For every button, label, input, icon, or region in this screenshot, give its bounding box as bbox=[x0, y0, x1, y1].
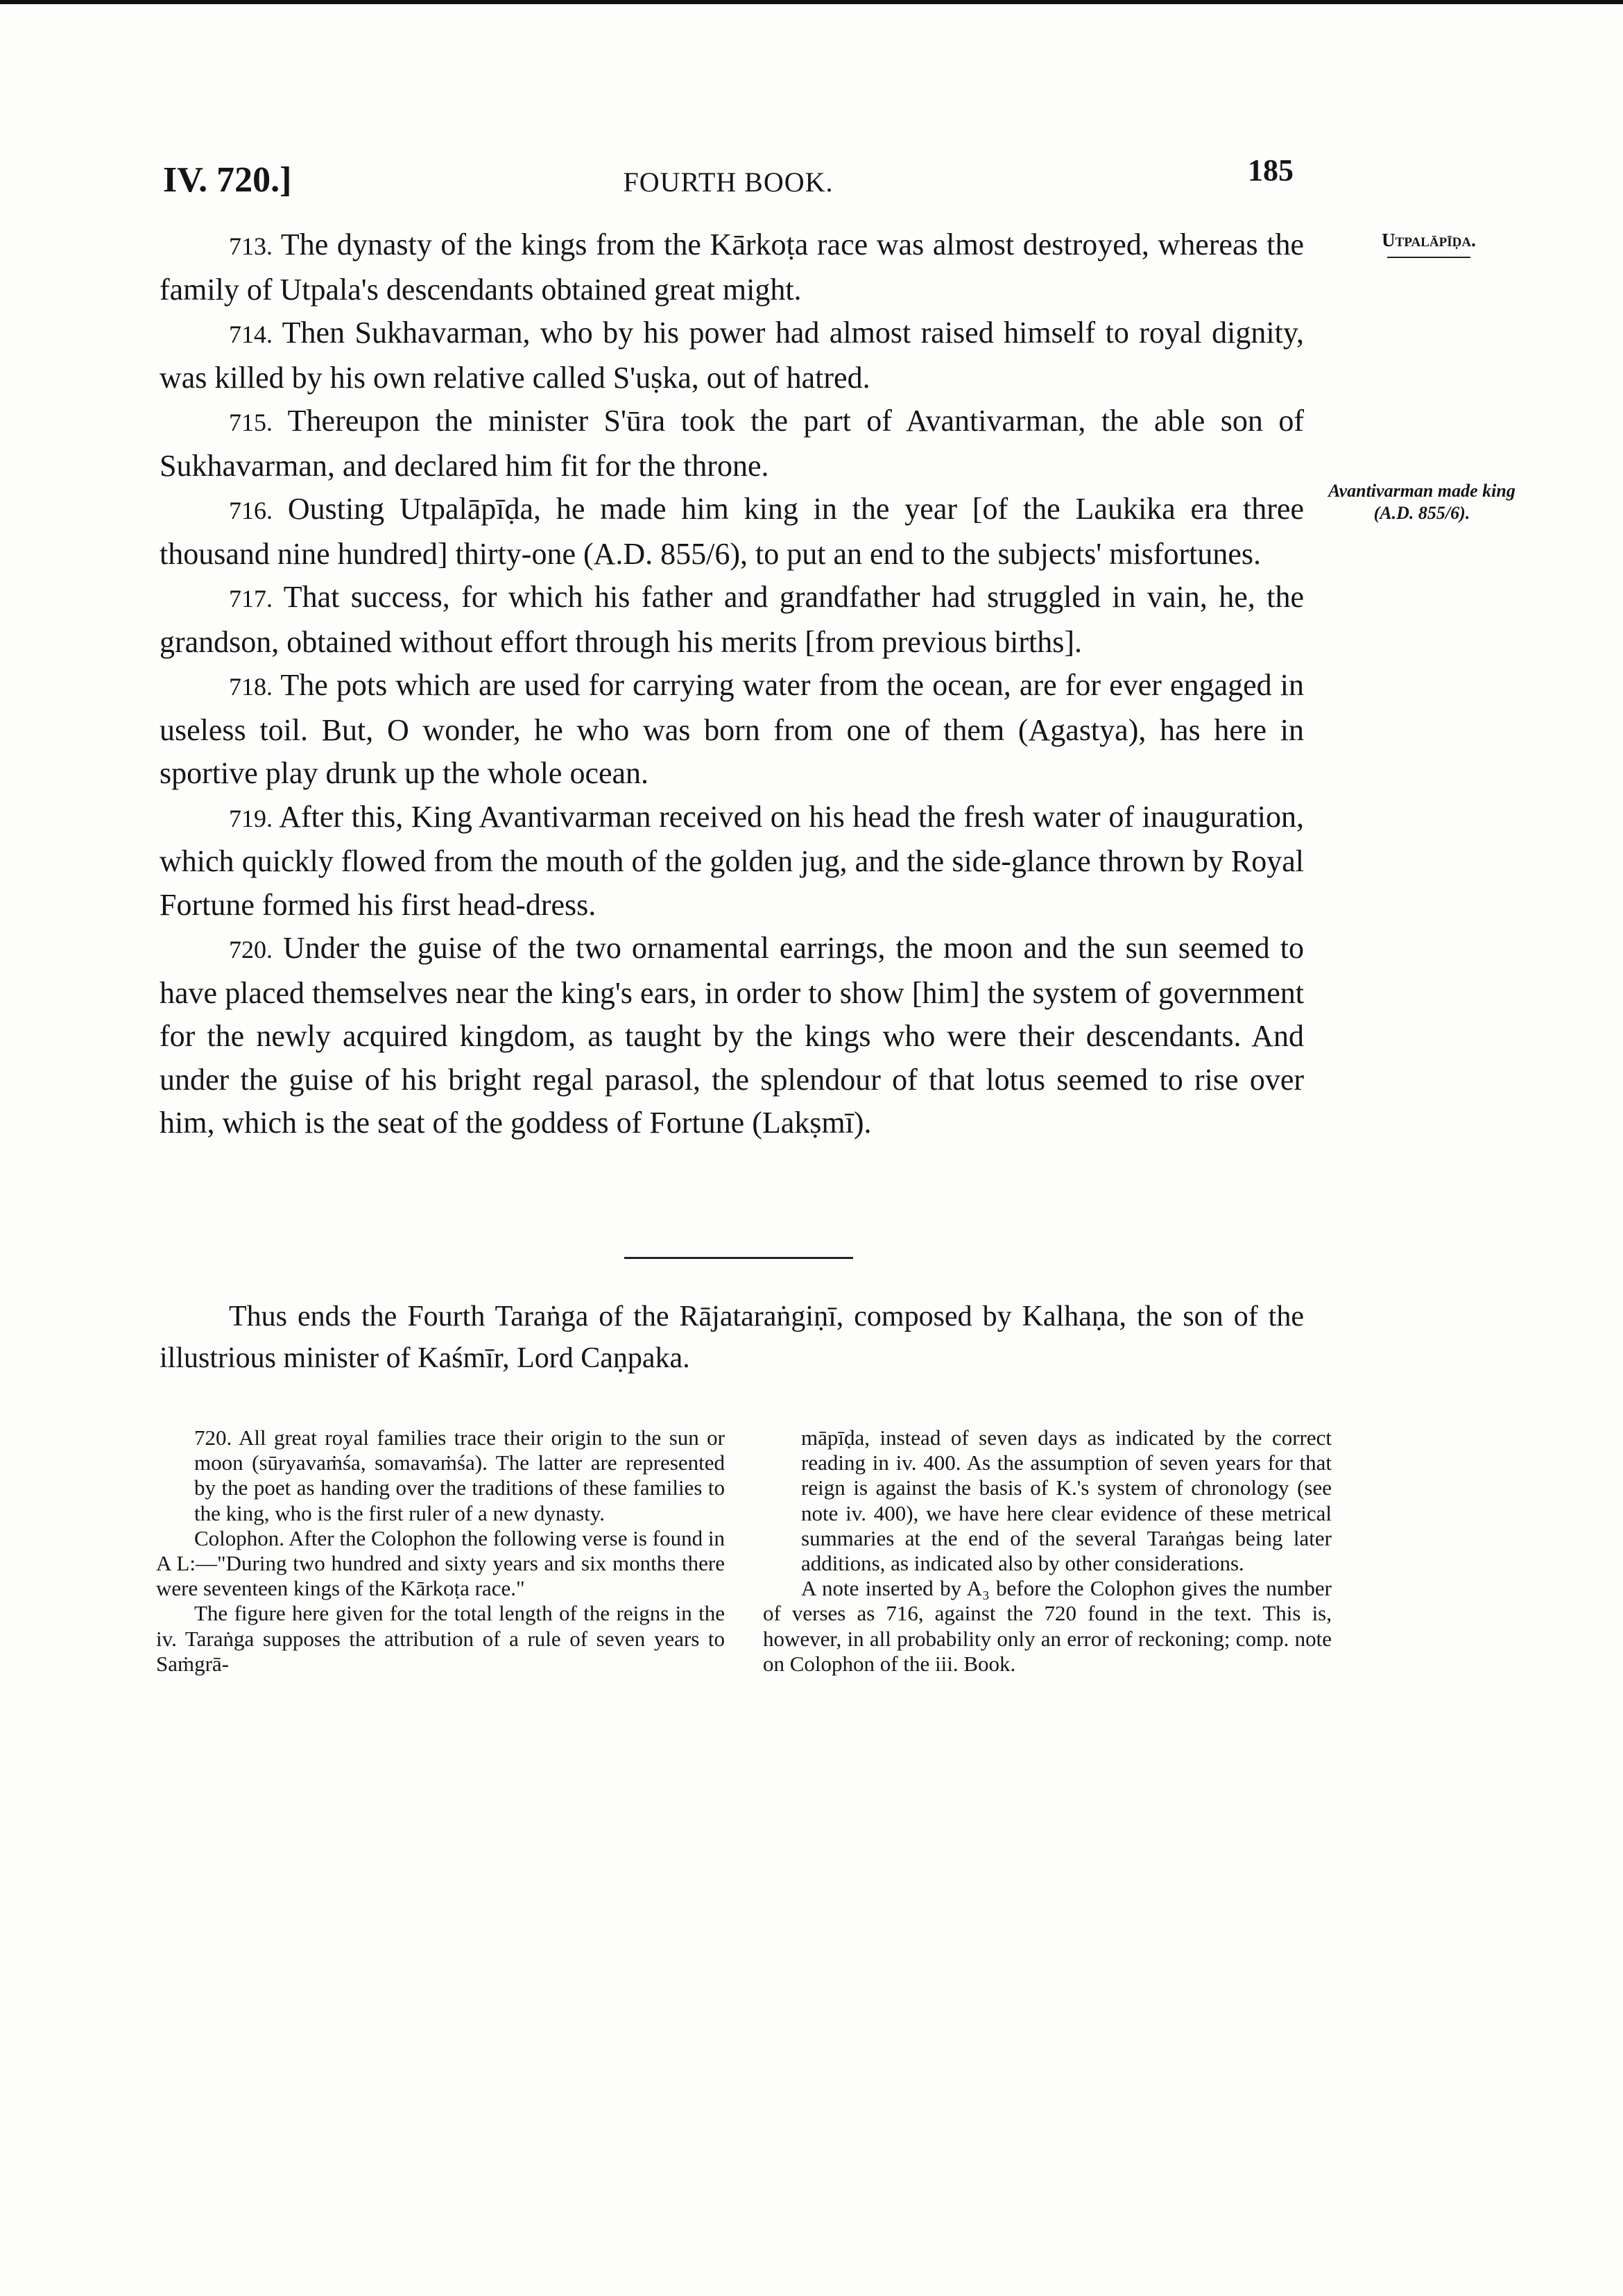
footnote-continuation: māpīḍa, instead of seven days as indicated by the correct reading in iv. 400. As the assumption of seven years for that reign is against the basis of K.'s system of chronology (see note iv. 400), we have here clear evidence of these metrical summaries at the end of the several Taraṅgas being later additions, as indicated also by other considerations. bbox=[801, 1425, 1332, 1576]
verse-number: 717. bbox=[229, 585, 273, 612]
footnote-a3-note: A note inserted by A₃ before the Colophon gives the number of verses as 716, against the 720 found in the text. This is, however, in all probability only an error of reckoning; comp. note on Colophon of the iii. Book. bbox=[763, 1576, 1332, 1676]
running-head-title: FOURTH BOOK. bbox=[623, 166, 834, 198]
margin-note-avantivarman: Avantivarman made king (A.D. 855/6). bbox=[1328, 481, 1515, 523]
verse-713 bbox=[160, 223, 1304, 311]
verse-720 bbox=[160, 927, 1304, 1145]
verse-body: After this, King Avantivarman received on his head the fresh water of inauguration, which quickly flowed from the mouth of the golden jug, and the side-glance thrown by Royal Fortune formed his first head-dress. bbox=[160, 799, 1304, 922]
verse-number: 719. bbox=[229, 804, 273, 832]
footnote-720: 720. All great royal families trace their origin to the sun or moon (sūryavaṁśa, somavaṁśa). The latter are represented by the poet as handing over the traditions of these families to the king, who is the first ruler of a new dynasty. bbox=[194, 1425, 725, 1525]
top-border bbox=[0, 0, 1623, 4]
verse-719 bbox=[160, 796, 1304, 927]
running-head-left: IV. 720.] bbox=[163, 160, 292, 200]
verse-715 bbox=[160, 400, 1304, 488]
section-divider bbox=[624, 1257, 853, 1259]
verse-body: That success, for which his father and grandfather had struggled in vain, he, the grandson, obtained without effort through his merits [from previous births]. bbox=[160, 580, 1304, 659]
verse-number: 718. bbox=[229, 673, 273, 701]
margin-note-underline bbox=[1387, 257, 1470, 258]
verse-717 bbox=[160, 576, 1304, 664]
verse-body: Then Sukhavarman, who by his power had almost raised himself to royal dignity, was killed by his own relative called S'uṣka, out of hatred. bbox=[160, 316, 1304, 395]
footnote-figure: The figure here given for the total length of the reigns in the iv. Taraṅga supposes the attribution of a rule of seven years to Saṁgrā- bbox=[156, 1601, 725, 1676]
verse-number: 713. bbox=[229, 232, 273, 260]
margin-note-utpalapida bbox=[1349, 229, 1509, 258]
colophon-text: Thus ends the Fourth Taraṅga of the Rājataraṅgiṇī, composed by Kalhaṇa, the son of the illustrious minister of Kaśmīr, Lord Caṇpaka. bbox=[160, 1301, 1304, 1374]
verse-number: 714. bbox=[229, 320, 273, 348]
footnote-colophon: Colophon. After the Colophon the following verse is found in A L:—"During two hundred and sixty years and six months there were seventeen kings of the Kārkoṭa race." bbox=[156, 1525, 725, 1601]
margin-note-text: Utpalāpīḍa. bbox=[1382, 230, 1476, 250]
verse-716 bbox=[160, 488, 1304, 576]
verse-714 bbox=[160, 311, 1304, 400]
verse-718 bbox=[160, 664, 1304, 796]
verse-number: 716. bbox=[229, 497, 273, 524]
colophon bbox=[160, 1296, 1304, 1379]
verse-text bbox=[160, 223, 1304, 1145]
page-header bbox=[163, 149, 1294, 212]
verse-body: The dynasty of the kings from the Kārkoṭa race was almost destroyed, whereas the family of Utpala's descendants obtained great might. bbox=[160, 228, 1304, 307]
verse-number: 720. bbox=[229, 936, 273, 963]
footnotes-left-column bbox=[156, 1425, 725, 1677]
page-number: 185 bbox=[1248, 153, 1294, 187]
verse-body: Ousting Utpalāpīḍa, he made him king in the year [of the Laukika era three thousand nine hundred] thirty-one (A.D. 855/6), to put an end to the subjects' misfortunes. bbox=[160, 492, 1304, 571]
verse-body: The pots which are used for carrying water from the ocean, are for ever engaged in useless toil. But, O wonder, he who was born from one of them (Agastya), has here in sportive play drunk up the whole ocean. bbox=[160, 668, 1304, 790]
footnotes-right-column bbox=[763, 1425, 1332, 1677]
verse-number: 715. bbox=[229, 409, 273, 436]
verse-body: Thereupon the minister S'ūra took the part of Avantivarman, the able son of Sukhavarman, and declared him fit for the throne. bbox=[160, 404, 1304, 483]
verse-body: Under the guise of the two ornamental earrings, the moon and the sun seemed to have placed themselves near the king's ears, in order to show [him] the system of government for the newly acquired kingdom, as taught by the kings who were their descendants. And under the guise of his bright regal parasol, the splendour of that lotus seemed to rise over him, which is the seat of the goddess of Fortune (Lakṣmī). bbox=[160, 931, 1305, 1140]
